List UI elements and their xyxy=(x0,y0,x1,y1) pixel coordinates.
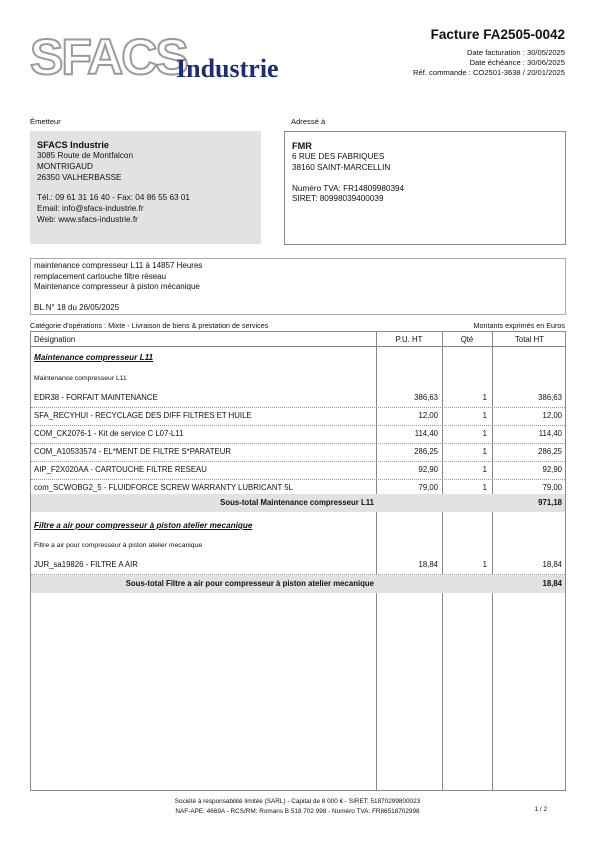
row-qte: 1 xyxy=(482,411,487,420)
company-logo xyxy=(30,30,290,82)
table-header xyxy=(31,332,565,347)
emetteur-address2: MONTRIGAUD xyxy=(37,161,93,171)
objet-line3: Maintenance compresseur à piston mécanique xyxy=(34,282,200,291)
section2-subtotal-row xyxy=(31,575,565,593)
objet-bl: BL N° 18 du 26/05/2025 xyxy=(34,302,120,312)
invoice-title: Facture FA2505-0042 xyxy=(430,27,565,42)
table-row xyxy=(31,556,565,575)
row-qte: 1 xyxy=(482,447,487,456)
row-total: 286,25 xyxy=(538,447,562,456)
section1-subtotal-value: 971,18 xyxy=(538,498,562,507)
section2-title-row xyxy=(31,517,565,537)
emetteur-label: Émetteur xyxy=(30,117,61,126)
row-pu: 286,25 xyxy=(414,447,438,456)
table-row xyxy=(31,407,565,426)
legal-footer xyxy=(0,797,595,816)
row-designation: AIP_F2X020AA - CARTOUCHE FILTRE RESEAU xyxy=(34,465,207,474)
destinataire-address2: 38160 SAINT-MARCELLIN xyxy=(292,162,391,172)
destinataire-box xyxy=(284,131,566,245)
row-pu: 114,40 xyxy=(414,429,438,438)
table-row xyxy=(31,425,565,444)
destinataire-address1: 6 RUE DES FABRIQUES xyxy=(292,152,385,161)
row-total: 386,63 xyxy=(538,393,562,402)
row-total: 12,00 xyxy=(542,411,562,420)
categorie-operations: Catégorie d'opérations : Mixte - Livraison de biens & prestation de services xyxy=(30,321,269,330)
row-total: 114,40 xyxy=(538,429,562,438)
row-qte: 1 xyxy=(482,465,487,474)
row-pu: 12,00 xyxy=(418,411,438,420)
section1-title: Maintenance compresseur L11 xyxy=(34,353,154,362)
row-designation: COM_A10533574 - EL*MENT DE FILTRE S*PARATEUR xyxy=(34,447,232,456)
destinataire-tva: Numéro TVA: FR14809980394 xyxy=(292,183,405,193)
table-row xyxy=(31,443,565,462)
logo-sub-text: Industrie xyxy=(176,54,279,82)
col-pu: P.U. HT xyxy=(395,335,423,344)
row-designation: COM_CK2076-1 - Kit de service C L07-L11 xyxy=(34,429,184,438)
ref-commande: Réf. commande : CO2501-3638 / 20/01/2025 xyxy=(413,68,565,78)
emetteur-phone: Tél.: 09 61 31 16 40 - Fax: 04 86 55 63 01 xyxy=(37,193,190,203)
row-pu: 79,00 xyxy=(418,483,438,492)
row-pu: 386,63 xyxy=(414,393,438,402)
objet-line2: remplacement cartouche filtre réseau xyxy=(34,271,167,281)
section2-subtotal-value: 18,84 xyxy=(542,579,562,588)
row-qte: 1 xyxy=(482,393,487,402)
row-designation: JUR_sa19826 - FILTRE A AIR xyxy=(34,560,138,569)
date-facturation: Date facturation : 30/05/2025 xyxy=(467,48,565,57)
col-total: Total HT xyxy=(514,335,545,344)
objet-line1: maintenance compresseur L11 à 14857 Heures xyxy=(34,261,203,270)
row-pu: 92,90 xyxy=(418,465,438,474)
destinataire-label: Adressé à xyxy=(291,117,326,126)
row-designation: EDR38 - FORFAIT MAINTENANCE xyxy=(34,393,158,402)
table-row xyxy=(31,461,565,480)
emetteur-address1: 3085 Route de Montfalcon xyxy=(37,151,134,160)
section1-subtotal-label: Sous-total Maintenance compresseur L11 xyxy=(220,498,374,507)
row-qte: 1 xyxy=(482,429,487,438)
section1-desc: Maintenance compresseur L11 xyxy=(34,375,127,382)
invoice-table xyxy=(30,331,566,791)
row-total: 92,90 xyxy=(542,465,562,474)
row-pu: 18,84 xyxy=(418,560,438,569)
emetteur-web: Web: www.sfacs-industrie.fr xyxy=(37,214,138,224)
row-designation: SFA_RECYHUI - RECYCLAGE DES DIFF FILTRES ET HUILE xyxy=(34,411,252,420)
row-qte: 1 xyxy=(482,560,487,569)
emetteur-email: Email: info@sfacs-industrie.fr xyxy=(37,204,144,214)
invoice-meta xyxy=(413,48,565,79)
montants-note: Montants exprimés en Euros xyxy=(473,321,565,330)
page-number: 1 / 2 xyxy=(534,806,547,813)
row-total: 79,00 xyxy=(542,483,562,492)
section1-subtotal-row xyxy=(31,494,565,512)
row-qte: 1 xyxy=(482,483,487,492)
objet-box xyxy=(30,258,566,315)
destinataire-name: FMR xyxy=(292,141,312,151)
footer-line1: Société à responsabilité limitée (SARL) - Capital de 8 000 € - SIRET: 51870299800023 xyxy=(174,798,421,805)
logo-main-text: SFACS xyxy=(30,30,187,82)
emetteur-box xyxy=(30,131,261,244)
section1-title-row xyxy=(31,349,565,369)
footer-line2: NAF-APE: 4669A - RCS/RM: Romans B 518 702 998 - Numéro TVA: FR86518702998 xyxy=(175,807,420,815)
section2-subtotal-label: Sous-total Filtre a air pour compresseur à piston atelier mecanique xyxy=(125,579,374,588)
emetteur-name: SFACS Industrie xyxy=(37,140,109,150)
section2-desc-row xyxy=(31,538,565,556)
col-designation: Désignation xyxy=(34,335,76,344)
destinataire-siret: SIRET: 80998039400039 xyxy=(292,194,384,204)
row-total: 18,84 xyxy=(542,560,562,569)
section2-title: Filtre a air pour compresseur à piston atelier mecanique xyxy=(34,521,253,530)
date-echeance: Date échéance : 30/06/2025 xyxy=(469,58,565,68)
section1-desc-row xyxy=(31,371,565,389)
table-row xyxy=(31,389,565,408)
col-qte: Qté xyxy=(460,335,474,344)
row-designation: com_SCWOBG2_5 - FLUIDFORCE SCREW WARRANTY LUBRICANT 5L xyxy=(34,483,293,492)
section2-desc: Filtre a air pour compresseur à piston atelier mecanique xyxy=(34,542,203,549)
emetteur-address3: 26350 VALHERBASSE xyxy=(37,172,122,182)
